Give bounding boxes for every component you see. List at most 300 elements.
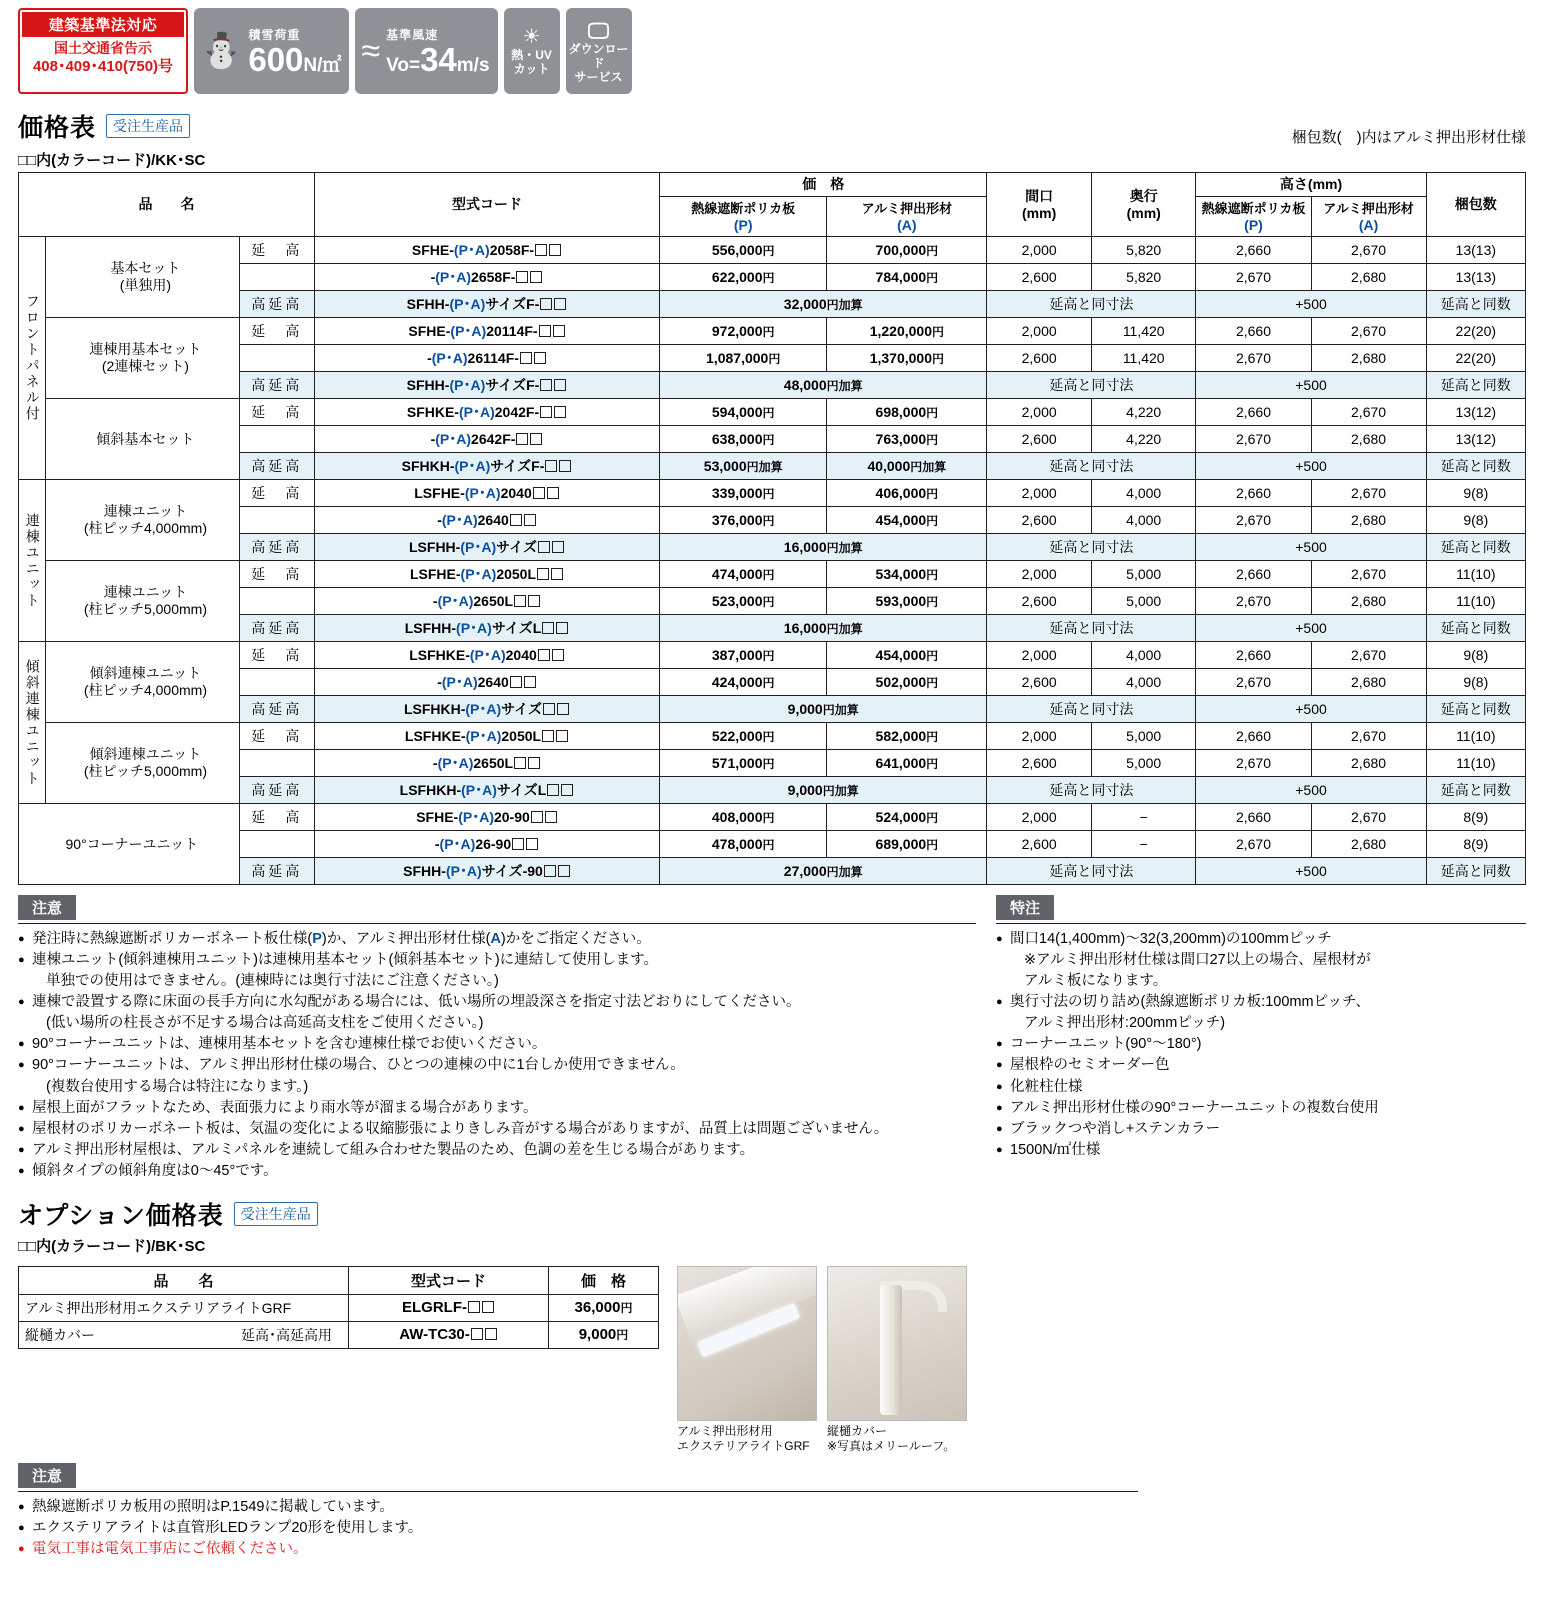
row-price-alumi: 593,000円 — [827, 588, 987, 615]
option-section-header — [18, 1196, 1526, 1232]
snow-load-badge — [194, 8, 349, 94]
table-row — [19, 561, 1526, 588]
row-height-alumi: 2,680 — [1311, 426, 1426, 453]
wind-speed-prefix: Vo= — [386, 55, 421, 76]
row-packages: 9(8) — [1426, 669, 1525, 696]
row-depth: − — [1091, 804, 1196, 831]
gutter-cover-photo-block — [827, 1266, 967, 1455]
table-row — [19, 831, 1526, 858]
list-item: アルミ板になります。 — [1024, 973, 1168, 990]
download-badge-line2: サービス — [574, 69, 623, 84]
row-dimensions: 延高と同寸法 — [987, 777, 1196, 804]
color-code-note: □□内(カラーコード)/KK･SC — [18, 152, 206, 169]
gutter-cover-caption: 縦樋カバー ※写真はメリールーフ。 — [827, 1423, 956, 1454]
table-row — [19, 642, 1526, 669]
table-row — [19, 750, 1526, 777]
row-height: +500 — [1196, 453, 1426, 480]
row-model-code: -(P･A)2640 — [314, 669, 659, 696]
row-price-alumi: 454,000円 — [827, 642, 987, 669]
th-width: 間口 (mm) — [987, 173, 1092, 237]
row-model-code: -(P･A)2650L — [314, 750, 659, 777]
th-height: 高さ(mm) — [1196, 173, 1426, 197]
row-model-code: LSFHE-(P･A)2050L — [314, 561, 659, 588]
row-price-poly: 387,000円 — [660, 642, 827, 669]
row-packages: 延高と同数 — [1426, 696, 1525, 723]
row-height-poly: 2,660 — [1196, 804, 1311, 831]
option-caution-label: 注意 — [18, 1463, 76, 1488]
row-width: 2,000 — [987, 399, 1092, 426]
row-height-type: 延 高 — [239, 318, 314, 345]
row-packages: 11(10) — [1426, 561, 1525, 588]
row-height-alumi: 2,670 — [1311, 642, 1426, 669]
option-row — [19, 1321, 659, 1348]
row-packages: 13(13) — [1426, 237, 1525, 264]
option-made-to-order-tag: 受注生産品 — [234, 1202, 318, 1226]
row-model-code: LSFHKE-(P･A)2050L — [314, 723, 659, 750]
law-badge-line2: 国土交通省告示 — [54, 40, 152, 56]
list-item: ● 1500N/㎡仕様 — [996, 1140, 1526, 1161]
row-price-alumi: 641,000円 — [827, 750, 987, 777]
special-order-list — [996, 929, 1526, 1160]
table-row — [19, 453, 1526, 480]
row-packages: 9(8) — [1426, 480, 1525, 507]
row-model-code: -(P･A)2640 — [314, 507, 659, 534]
row-height-alumi: 2,670 — [1311, 723, 1426, 750]
row-category: 連棟ユニット — [19, 480, 46, 642]
row-dimensions: 延高と同寸法 — [987, 372, 1196, 399]
row-height: +500 — [1196, 696, 1426, 723]
snowman-icon: ⛄ — [200, 32, 243, 70]
wind-speed-value: 34 — [420, 41, 457, 78]
th-price: 価 格 — [660, 173, 987, 197]
row-price-alumi: 406,000円 — [827, 480, 987, 507]
row-model-code: SFHKH-(P･A)サイズF- — [314, 453, 659, 480]
opt-th-model: 型式コード — [349, 1266, 549, 1294]
row-model-code: LSFHH-(P･A)サイズL — [314, 615, 659, 642]
row-packages: 8(9) — [1426, 804, 1525, 831]
price-table-body — [19, 237, 1526, 885]
row-surcharge: 32,000円加算 — [660, 291, 987, 318]
table-row — [19, 534, 1526, 561]
row-height: +500 — [1196, 777, 1426, 804]
row-width: 2,000 — [987, 561, 1092, 588]
law-badge-line3: 408･409･410(750)号 — [32, 57, 174, 75]
list-item: ※アルミ押出形材仕様は間口27以上の場合、屋根材が — [1024, 952, 1371, 969]
row-model-code: LSFHE-(P･A)2040 — [314, 480, 659, 507]
wind-speed-badge — [355, 8, 497, 94]
row-height-poly: 2,660 — [1196, 318, 1311, 345]
row-packages: 11(10) — [1426, 588, 1525, 615]
row-width: 2,600 — [987, 831, 1092, 858]
table-row — [19, 696, 1526, 723]
row-price-poly: 638,000円 — [660, 426, 827, 453]
row-height-alumi: 2,680 — [1311, 264, 1426, 291]
row-price-alumi: 784,000円 — [827, 264, 987, 291]
row-height: +500 — [1196, 615, 1426, 642]
row-height-type — [239, 507, 314, 534]
row-height-poly: 2,670 — [1196, 669, 1311, 696]
row-height-type: 延 高 — [239, 723, 314, 750]
row-price-poly: 594,000円 — [660, 399, 827, 426]
wind-speed-unit: m/s — [456, 55, 490, 76]
row-height-type — [239, 831, 314, 858]
row-depth: 5,000 — [1091, 723, 1196, 750]
list-item: ● 間口14(1,400mm)〜32(3,200mm)の100mmピッチ — [996, 929, 1526, 950]
table-row — [19, 777, 1526, 804]
row-width: 2,600 — [987, 588, 1092, 615]
alumi-light-photo — [677, 1266, 817, 1421]
table-row — [19, 507, 1526, 534]
snow-load-unit: N/㎡ — [303, 55, 342, 76]
row-category: 90°コーナーユニット — [19, 804, 240, 885]
row-model-code: SFHE-(P･A)20-90 — [314, 804, 659, 831]
uv-badge-line2: カット — [513, 61, 550, 76]
row-dimensions: 延高と同寸法 — [987, 615, 1196, 642]
row-packages: 延高と同数 — [1426, 858, 1525, 885]
row-width: 2,600 — [987, 426, 1092, 453]
row-packages: 延高と同数 — [1426, 453, 1525, 480]
row-height-poly: 2,670 — [1196, 507, 1311, 534]
row-price-poly: 972,000円 — [660, 318, 827, 345]
uv-cut-badge — [504, 8, 560, 94]
row-price-poly: 571,000円 — [660, 750, 827, 777]
row-height-type — [239, 264, 314, 291]
row-packages: 延高と同数 — [1426, 777, 1525, 804]
row-height-type: 延 高 — [239, 804, 314, 831]
row-price-alumi: 582,000円 — [827, 723, 987, 750]
row-surcharge: 9,000円加算 — [660, 696, 987, 723]
option-price-table — [18, 1266, 659, 1349]
row-height-type: 高延高 — [239, 534, 314, 561]
row-height-type — [239, 426, 314, 453]
row-depth: 5,000 — [1091, 750, 1196, 777]
row-width: 2,600 — [987, 750, 1092, 777]
spec-badge-row — [18, 8, 1526, 94]
row-price-poly: 474,000円 — [660, 561, 827, 588]
row-model-code: -(P･A)2650L — [314, 588, 659, 615]
special-order-column — [996, 895, 1526, 1181]
row-product-name: 連棟用基本セット (2連棟セット) — [46, 318, 239, 399]
option-product-name: アルミ押出形材用エクステリアライトGRF — [19, 1294, 349, 1321]
row-price-poly: 1,087,000円 — [660, 345, 827, 372]
row-width: 2,600 — [987, 345, 1092, 372]
row-product-name: 連棟ユニット (柱ピッチ5,000mm) — [46, 561, 239, 642]
row-dimensions: 延高と同寸法 — [987, 858, 1196, 885]
list-item: ● エクステリアライトは直管形LEDランプ20形を使用します。 — [18, 1518, 1526, 1539]
row-height-poly: 2,660 — [1196, 723, 1311, 750]
table-row — [19, 858, 1526, 885]
table-row — [19, 291, 1526, 318]
list-item: ● アルミ押出形材仕様の90°コーナーユニットの複数台使用 — [996, 1098, 1526, 1119]
row-surcharge: 16,000円加算 — [660, 615, 987, 642]
row-depth: 5,820 — [1091, 237, 1196, 264]
caution-list — [18, 929, 976, 1181]
table-row — [19, 615, 1526, 642]
th-price-alumi: アルミ押出形材 (A) — [827, 196, 987, 237]
list-item: (複数台使用する場合は特注になります。) — [46, 1078, 309, 1095]
row-depth: 5,000 — [1091, 588, 1196, 615]
row-packages: 22(20) — [1426, 345, 1525, 372]
row-product-name: 傾斜連棟ユニット (柱ピッチ5,000mm) — [46, 723, 239, 804]
row-packages: 13(12) — [1426, 426, 1525, 453]
row-height-type: 高延高 — [239, 615, 314, 642]
row-dimensions: 延高と同寸法 — [987, 534, 1196, 561]
row-product-name: 傾斜基本セット — [46, 399, 239, 480]
row-height-poly: 2,660 — [1196, 399, 1311, 426]
row-price-poly: 53,000円加算 — [660, 453, 827, 480]
row-height: +500 — [1196, 858, 1426, 885]
row-price-poly: 424,000円 — [660, 669, 827, 696]
th-product: 品 名 — [19, 173, 315, 237]
row-model-code: -(P･A)2658F- — [314, 264, 659, 291]
row-height-type: 高延高 — [239, 696, 314, 723]
special-order-label: 特注 — [996, 895, 1054, 920]
row-model-code: LSFHH-(P･A)サイズ — [314, 534, 659, 561]
option-title: オプション価格表 — [18, 1201, 224, 1230]
th-model: 型式コード — [314, 173, 659, 237]
list-item: ● 屋根上面がフラットなため、表面張力により雨水等が溜まる場合があります。 — [18, 1098, 976, 1119]
list-item: ● 屋根材のポリカーボネート板は、気温の変化による収縮膨張によりきしみ音がする場合がありますが、品質上は問題ございません。 — [18, 1119, 976, 1140]
list-item: ● 熱線遮断ポリカ板用の照明はP.1549に掲載しています。 — [18, 1497, 1526, 1518]
table-row — [19, 399, 1526, 426]
row-width: 2,000 — [987, 318, 1092, 345]
alumi-light-caption: アルミ押出形材用 エクステリアライトGRF — [677, 1423, 810, 1454]
row-dimensions: 延高と同寸法 — [987, 291, 1196, 318]
row-model-code: -(P･A)26114F- — [314, 345, 659, 372]
row-depth: − — [1091, 831, 1196, 858]
row-price-alumi: 1,370,000円 — [827, 345, 987, 372]
row-packages: 延高と同数 — [1426, 372, 1525, 399]
page-title: 価格表 — [18, 114, 97, 142]
row-height-type — [239, 345, 314, 372]
row-category: フロントパネル付 — [19, 237, 46, 480]
row-height-alumi: 2,680 — [1311, 507, 1426, 534]
row-depth: 11,420 — [1091, 345, 1196, 372]
row-product-name: 連棟ユニット (柱ピッチ4,000mm) — [46, 480, 239, 561]
row-price-alumi: 1,220,000円 — [827, 318, 987, 345]
row-height-alumi: 2,680 — [1311, 588, 1426, 615]
row-height-poly: 2,660 — [1196, 480, 1311, 507]
row-width: 2,000 — [987, 642, 1092, 669]
row-surcharge: 16,000円加算 — [660, 534, 987, 561]
download-badge-line1: ダウンロード — [568, 41, 629, 70]
list-item: ● 化粧柱仕様 — [996, 1077, 1526, 1098]
row-price-poly: 622,000円 — [660, 264, 827, 291]
row-height: +500 — [1196, 534, 1426, 561]
row-price-alumi: 502,000円 — [827, 669, 987, 696]
row-model-code: SFHE-(P･A)20114F- — [314, 318, 659, 345]
th-price-poly: 熱線遮断ポリカ板 (P) — [660, 196, 827, 237]
row-price-poly: 376,000円 — [660, 507, 827, 534]
row-depth: 4,220 — [1091, 399, 1196, 426]
option-model-code: AW-TC30- — [349, 1321, 549, 1348]
list-item: ● 90°コーナーユニットは、連棟用基本セットを含む連棟仕様でお使いください。 — [18, 1034, 976, 1055]
table-row — [19, 372, 1526, 399]
row-height-type: 延 高 — [239, 642, 314, 669]
made-to-order-tag: 受注生産品 — [106, 114, 190, 138]
row-packages: 8(9) — [1426, 831, 1525, 858]
row-depth: 4,220 — [1091, 426, 1196, 453]
row-depth: 5,000 — [1091, 561, 1196, 588]
row-packages: 延高と同数 — [1426, 534, 1525, 561]
row-model-code: LSFHKH-(P･A)サイズ — [314, 696, 659, 723]
row-height-poly: 2,660 — [1196, 642, 1311, 669]
option-price: 36,000円 — [549, 1294, 659, 1321]
row-price-poly: 523,000円 — [660, 588, 827, 615]
row-depth: 4,000 — [1091, 669, 1196, 696]
row-dimensions: 延高と同寸法 — [987, 453, 1196, 480]
law-badge-line1: 建築基準法対応 — [22, 12, 184, 37]
row-width: 2,000 — [987, 237, 1092, 264]
snow-load-value: 600 — [248, 41, 304, 78]
list-item: 単独での使用はできません。(連棟時には奥行寸法にご注意ください。) — [46, 973, 499, 990]
wind-speed-caption: 基準風速 — [386, 28, 439, 42]
row-depth: 5,820 — [1091, 264, 1196, 291]
list-item: ● 奥行寸法の切り詰め(熱線遮断ポリカ板:100mmピッチ、 — [996, 992, 1526, 1013]
row-height-poly: 2,660 — [1196, 237, 1311, 264]
row-price-poly: 478,000円 — [660, 831, 827, 858]
row-price-poly: 339,000円 — [660, 480, 827, 507]
row-height-type: 高延高 — [239, 372, 314, 399]
row-height-poly: 2,670 — [1196, 345, 1311, 372]
list-item: ● ブラックつや消し+ステンカラー — [996, 1119, 1526, 1140]
table-row — [19, 669, 1526, 696]
row-packages: 延高と同数 — [1426, 615, 1525, 642]
row-height: +500 — [1196, 372, 1426, 399]
table-row — [19, 426, 1526, 453]
opt-th-product: 品 名 — [19, 1266, 349, 1294]
row-depth: 4,000 — [1091, 507, 1196, 534]
row-surcharge: 9,000円加算 — [660, 777, 987, 804]
th-depth: 奥行 (mm) — [1091, 173, 1196, 237]
list-item: ● 90°コーナーユニットは、アルミ押出形材仕様の場合、ひとつの連棟の中に1台しか使用できません。 — [18, 1055, 976, 1076]
row-price-alumi: 524,000円 — [827, 804, 987, 831]
table-row — [19, 345, 1526, 372]
row-model-code: LSFHKH-(P･A)サイズL — [314, 777, 659, 804]
package-count-note: 梱包数( )内はアルミ押出形材仕様 — [1291, 129, 1526, 146]
row-height-type — [239, 669, 314, 696]
gutter-cover-photo — [827, 1266, 967, 1421]
price-section-header — [18, 108, 1526, 147]
row-model-code: -(P･A)2642F- — [314, 426, 659, 453]
list-item: (低い場所の柱長さが不足する場合は高延高支柱をご使用ください。) — [46, 1015, 484, 1032]
row-price-alumi: 698,000円 — [827, 399, 987, 426]
row-packages: 13(13) — [1426, 264, 1525, 291]
row-price-alumi: 700,000円 — [827, 237, 987, 264]
row-surcharge: 48,000円加算 — [660, 372, 987, 399]
table-row — [19, 723, 1526, 750]
row-height-poly: 2,670 — [1196, 588, 1311, 615]
row-price-poly: 556,000円 — [660, 237, 827, 264]
table-row — [19, 480, 1526, 507]
row-width: 2,000 — [987, 804, 1092, 831]
sun-icon: ☀ — [522, 25, 541, 48]
row-width: 2,600 — [987, 507, 1092, 534]
table-row — [19, 237, 1526, 264]
row-height-alumi: 2,670 — [1311, 480, 1426, 507]
row-packages: 9(8) — [1426, 642, 1525, 669]
row-model-code: SFHH-(P･A)サイズF- — [314, 372, 659, 399]
list-item: ● 連棟で設置する際に床面の長手方向に水勾配がある場合には、低い場所の埋設深さを指定寸法どおりにしてください。 — [18, 992, 976, 1013]
th-packages: 梱包数 — [1426, 173, 1525, 237]
snow-load-caption: 積雪荷重 — [248, 28, 301, 42]
row-model-code: SFHE-(P･A)2058F- — [314, 237, 659, 264]
row-product-name: 基本セット (単独用) — [46, 237, 239, 318]
row-packages: 13(12) — [1426, 399, 1525, 426]
option-model-code: ELGRLF- — [349, 1294, 549, 1321]
row-model-code: SFHH-(P･A)サイズF- — [314, 291, 659, 318]
table-row — [19, 588, 1526, 615]
row-model-code: -(P･A)26-90 — [314, 831, 659, 858]
monitor-icon: 🖵 — [587, 17, 610, 43]
row-height-type: 延 高 — [239, 561, 314, 588]
caution-column — [18, 895, 976, 1181]
table-row — [19, 804, 1526, 831]
download-service-badge[interactable] — [566, 8, 632, 94]
row-height: +500 — [1196, 291, 1426, 318]
row-depth: 4,000 — [1091, 642, 1196, 669]
option-caution-list — [18, 1497, 1526, 1560]
row-packages: 11(10) — [1426, 750, 1525, 777]
row-packages: 9(8) — [1426, 507, 1525, 534]
table-row — [19, 264, 1526, 291]
row-packages: 延高と同数 — [1426, 291, 1525, 318]
option-product-name: 縦樋カバー 延高･高延高用 — [19, 1321, 349, 1348]
row-height-alumi: 2,680 — [1311, 750, 1426, 777]
row-height-alumi: 2,670 — [1311, 237, 1426, 264]
row-width: 2,000 — [987, 723, 1092, 750]
opt-th-price: 価 格 — [549, 1266, 659, 1294]
row-height-alumi: 2,670 — [1311, 804, 1426, 831]
row-height-type: 延 高 — [239, 480, 314, 507]
wave-icon: ≈ — [361, 32, 381, 70]
th-height-poly: 熱線遮断ポリカ板 (P) — [1196, 196, 1311, 237]
row-height-type: 延 高 — [239, 237, 314, 264]
row-height-poly: 2,670 — [1196, 831, 1311, 858]
option-table-body — [19, 1294, 659, 1348]
alumi-light-photo-block — [677, 1266, 817, 1455]
row-height-type: 延 高 — [239, 399, 314, 426]
row-height-type: 高延高 — [239, 291, 314, 318]
list-item: ● コーナーユニット(90°〜180°) — [996, 1034, 1526, 1055]
list-item: アルミ押出形材:200mmピッチ) — [1024, 1015, 1226, 1032]
option-notes — [18, 1463, 1526, 1560]
row-width: 2,600 — [987, 669, 1092, 696]
th-height-alumi: アルミ押出形材 (A) — [1311, 196, 1426, 237]
row-height-type — [239, 588, 314, 615]
row-height-alumi: 2,680 — [1311, 831, 1426, 858]
list-item: ● 電気工事は電気工事店にご依頼ください。 — [18, 1539, 1526, 1560]
table-row — [19, 318, 1526, 345]
list-item: ● 発注時に熱線遮断ポリカーボネート板仕様(P)か、アルミ押出形材仕様(A)かをご指定ください。 — [18, 929, 976, 950]
list-item: ● 連棟ユニット(傾斜連棟用ユニット)は連棟用基本セット(傾斜基本セット)に連結して使用します。 — [18, 950, 976, 971]
row-packages: 22(20) — [1426, 318, 1525, 345]
row-packages: 11(10) — [1426, 723, 1525, 750]
row-height-type: 高延高 — [239, 777, 314, 804]
row-height-poly: 2,660 — [1196, 561, 1311, 588]
row-price-alumi: 454,000円 — [827, 507, 987, 534]
list-item: ● 傾斜タイプの傾斜角度は0〜45°です。 — [18, 1161, 976, 1182]
row-height-type — [239, 750, 314, 777]
option-color-code-note: □□内(カラーコード)/BK･SC — [18, 1237, 206, 1255]
row-surcharge: 27,000円加算 — [660, 858, 987, 885]
row-height-alumi: 2,680 — [1311, 345, 1426, 372]
row-height-poly: 2,670 — [1196, 426, 1311, 453]
row-price-alumi: 40,000円加算 — [827, 453, 987, 480]
uv-badge-line1: 熱・UV — [511, 47, 552, 62]
row-price-alumi: 763,000円 — [827, 426, 987, 453]
caution-label: 注意 — [18, 895, 76, 920]
